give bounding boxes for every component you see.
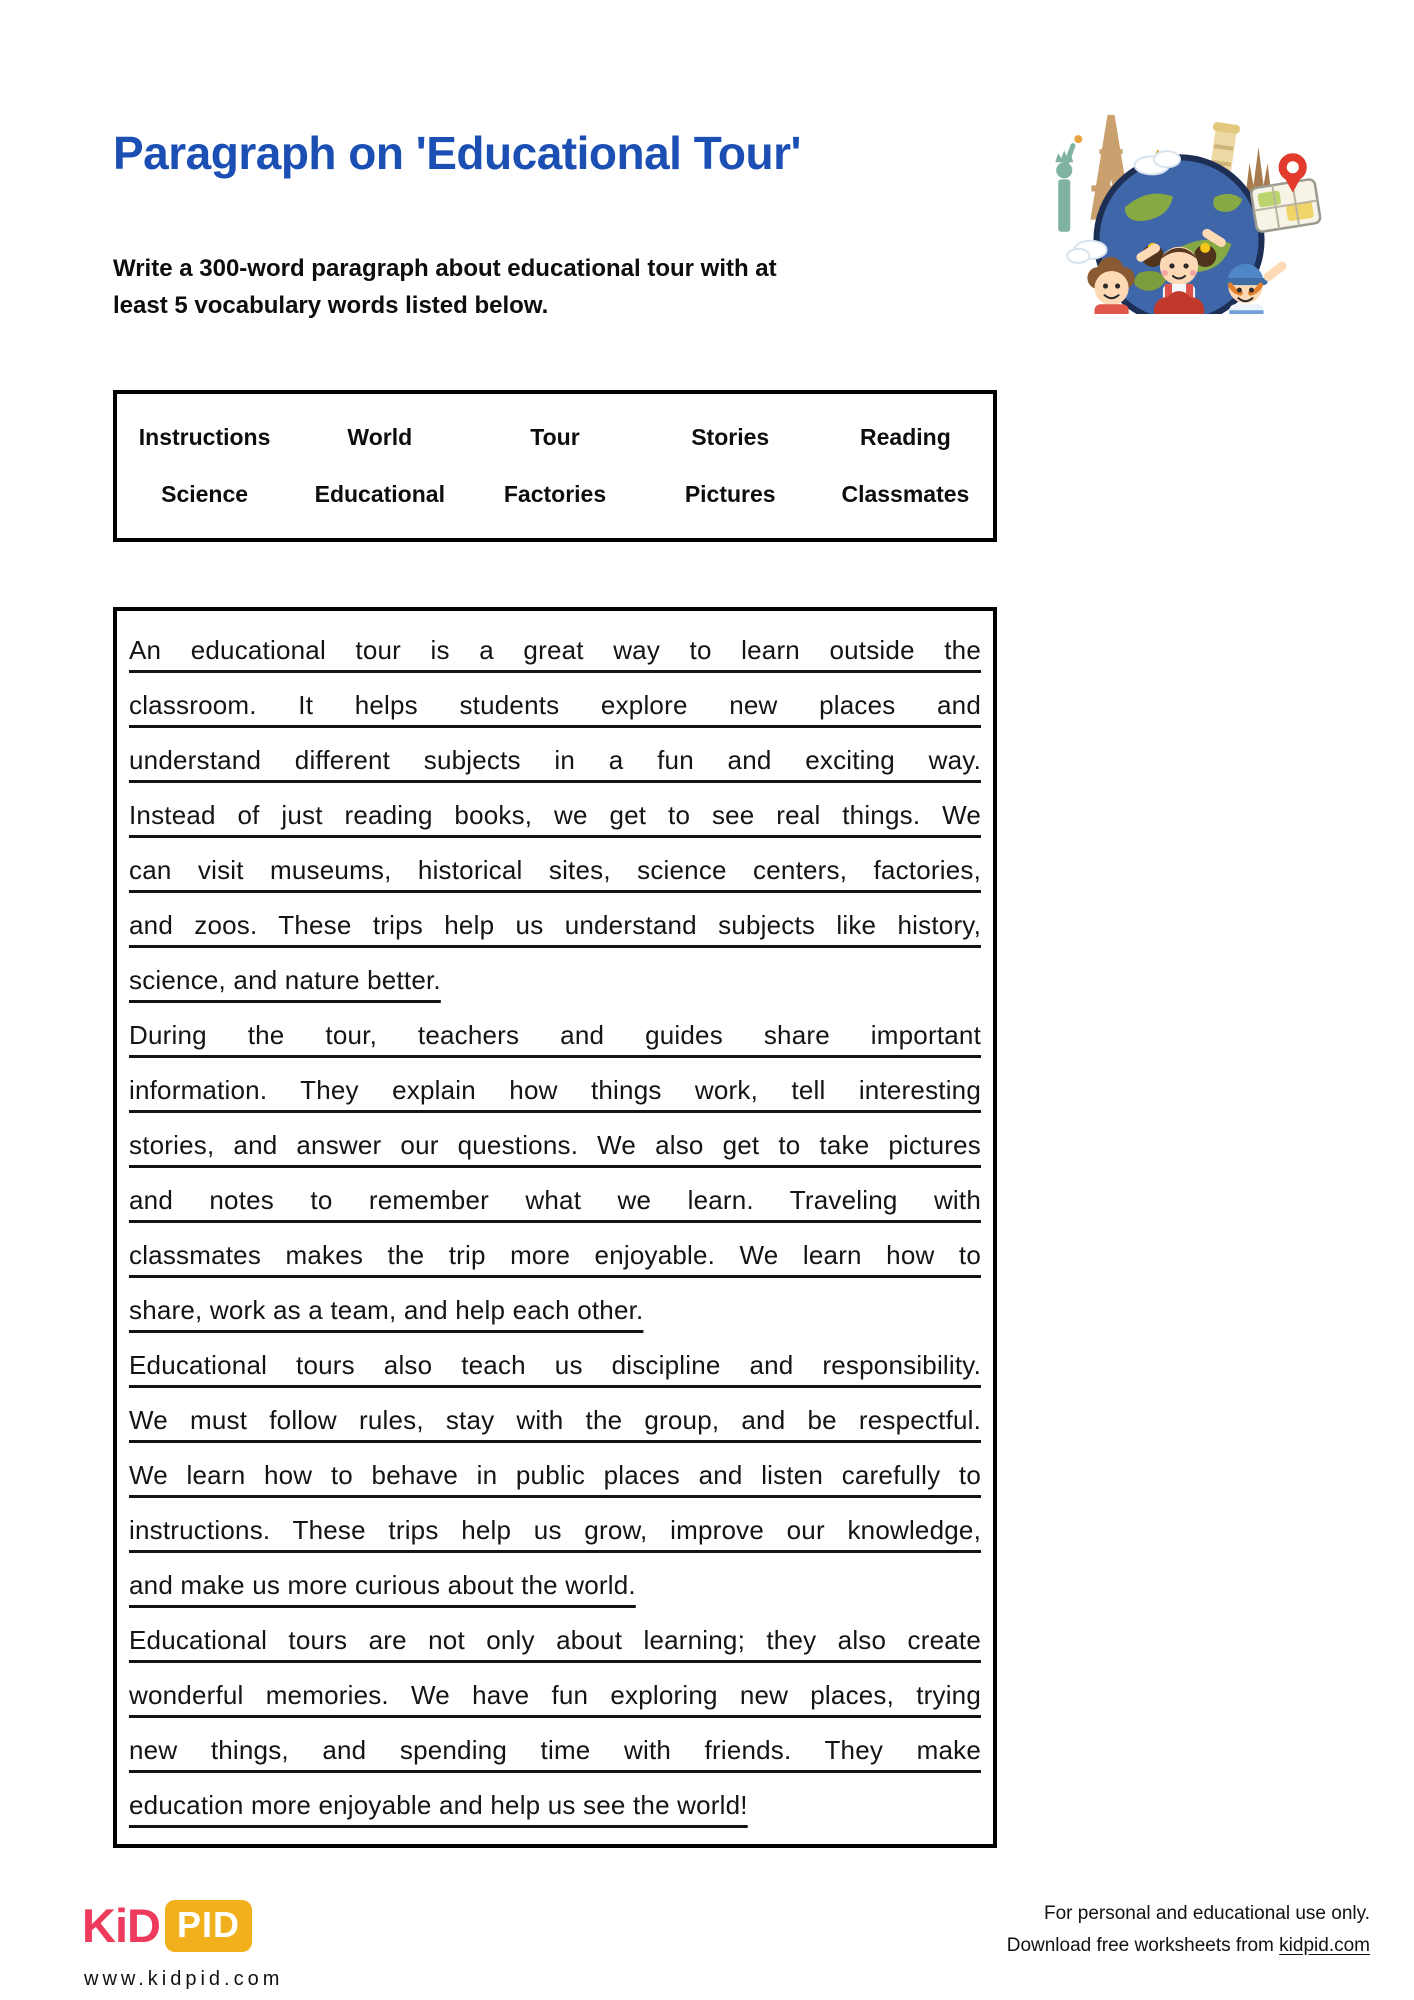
paragraph-line: information. They explain how things work, tell interesting: [129, 1075, 981, 1105]
instructions-line-2: least 5 vocabulary words listed below.: [113, 292, 549, 319]
kidpid-logo: [82, 1898, 252, 1953]
kidpid-logo-kid: KiD: [82, 1899, 160, 1952]
child-boy-right: [1225, 260, 1288, 314]
paragraph-box: [113, 607, 997, 1848]
kidpid-url: www.kidpid.com: [84, 1968, 284, 1990]
footer-note: [1007, 1898, 1370, 1962]
footer-note-line-1: For personal and educational use only.: [1043, 1903, 1370, 1924]
paragraph-line: instructions. These trips help us grow, improve our knowledge,: [129, 1515, 981, 1545]
paragraph-line: understand different subjects in a fun and exciting way.: [129, 745, 981, 775]
vocabulary-word: Classmates: [841, 481, 970, 507]
paragraph-line: new things, and spending time with friends. They make: [129, 1735, 981, 1765]
kidpid-link[interactable]: kidpid.com: [1279, 1935, 1370, 1956]
paragraph-line: and make us more curious about the world.: [129, 1570, 636, 1600]
instructions-text: [113, 250, 777, 324]
paragraph-line: and zoos. These trips help us understand subjects like history,: [129, 910, 981, 940]
paragraph-lines: [129, 623, 981, 1833]
paragraph-line: classroom. It helps students explore new places and: [129, 690, 981, 720]
paragraph-line: Educational tours also teach us discipline and responsibility.: [129, 1350, 981, 1380]
vocabulary-word: Reading: [860, 424, 951, 450]
paragraph-line: classmates makes the trip more enjoyable. We learn how to: [129, 1240, 981, 1270]
paragraph-line: share, work as a team, and help each other.: [129, 1295, 644, 1325]
paragraph-line: During the tour, teachers and guides share important: [129, 1020, 981, 1050]
vocabulary-grid: [113, 390, 997, 542]
paragraph-line: Instead of just reading books, we get to see real things. We: [129, 800, 981, 830]
paragraph-line: We must follow rules, stay with the group, and be respectful.: [129, 1405, 981, 1435]
vocabulary-word: Educational: [314, 481, 445, 507]
vocabulary-word: Science: [161, 481, 249, 507]
paragraph-line: An educational tour is a great way to learn outside the: [129, 635, 981, 665]
kidpid-logo-pid: PID: [165, 1900, 252, 1952]
vocabulary-word: Stories: [691, 424, 770, 450]
vocabulary-word: Factories: [503, 481, 607, 507]
footer-note-line-2: [1007, 1930, 1370, 1962]
instructions-line-1: Write a 300-word paragraph about educational tour with at: [113, 255, 777, 282]
paragraph-line: We learn how to behave in public places and listen carefully to: [129, 1460, 981, 1490]
vocabulary-word: Tour: [530, 424, 580, 450]
paragraph-line: wonderful memories. We have fun exploring new places, trying: [129, 1680, 981, 1710]
paragraph-line: and notes to remember what we learn. Traveling with: [129, 1185, 981, 1215]
footer-note-line-2-text: Download free worksheets from: [1006, 1935, 1280, 1956]
paragraph-line: stories, and answer our questions. We also get to take pictures: [129, 1130, 981, 1160]
map-icon: [1250, 179, 1321, 233]
vocabulary-word: Instructions: [138, 424, 271, 450]
statue-of-liberty-icon: [1055, 135, 1082, 232]
vocabulary-word: Pictures: [684, 481, 776, 507]
paragraph-line: can visit museums, historical sites, science centers, factories,: [129, 855, 981, 885]
paragraph-line: science, and nature better.: [129, 965, 441, 995]
vocabulary-word: World: [347, 424, 413, 450]
paragraph-line: education more enjoyable and help us see the world!: [129, 1790, 748, 1820]
paragraph-line: Educational tours are not only about learning; they also create: [129, 1625, 981, 1655]
page-title: Paragraph on 'Educational Tour': [113, 127, 801, 179]
children-world-tour-illustration: [1028, 86, 1330, 314]
